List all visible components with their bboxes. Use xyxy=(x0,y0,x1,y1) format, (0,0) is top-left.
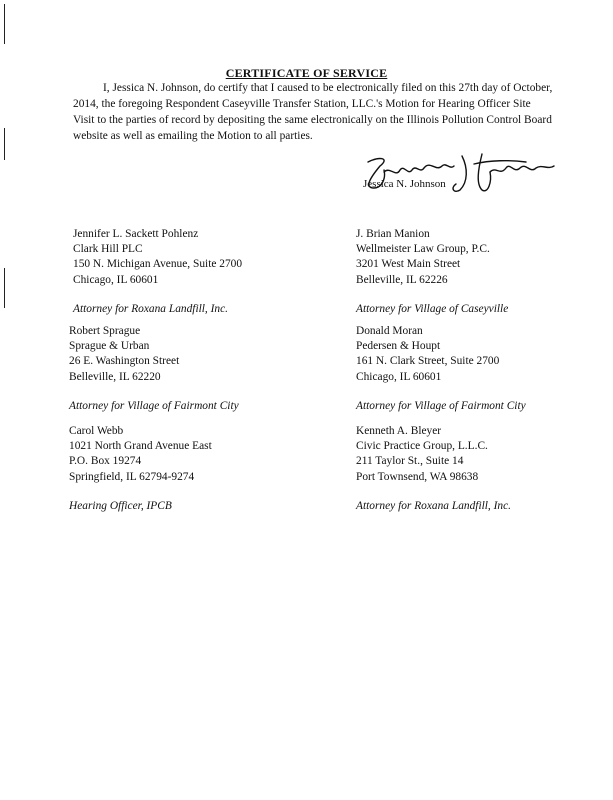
service-entry-fairmont-sprague xyxy=(69,324,284,414)
city-state-zip: Port Townsend, WA 98638 xyxy=(356,470,479,483)
party-role: Attorney for Village of Fairmont City xyxy=(69,399,239,412)
scan-edge-mark xyxy=(4,4,5,44)
service-entry-hearing-officer-webb xyxy=(69,424,284,514)
party-role: Attorney for Village of Caseyville xyxy=(356,302,509,315)
street-address: 26 E. Washington Street xyxy=(69,355,180,368)
city-state-zip: Chicago, IL 60601 xyxy=(73,273,159,286)
party-role: Hearing Officer, IPCB xyxy=(69,499,172,512)
firm-name: Sprague & Urban xyxy=(69,340,150,353)
city-state-zip: Springfield, IL 62794-9274 xyxy=(69,470,195,483)
scan-edge-mark xyxy=(4,128,5,160)
scan-edge-mark xyxy=(4,268,5,308)
firm-name: Wellmeister Law Group, P.C. xyxy=(356,243,490,256)
firm-name: Clark Hill PLC xyxy=(73,243,143,256)
firm-name: Pedersen & Houpt xyxy=(356,340,441,353)
party-role: Attorney for Roxana Landfill, Inc. xyxy=(73,302,229,315)
party-role: Attorney for Village of Fairmont City xyxy=(356,399,526,412)
city-state-zip: Chicago, IL 60601 xyxy=(356,370,442,383)
service-entry-roxana-bleyer xyxy=(356,424,571,514)
street-address: 3201 West Main Street xyxy=(356,258,461,271)
signer-printed-name: Jessica N. Johnson xyxy=(363,178,446,190)
service-entry-roxana-sackett xyxy=(73,227,288,317)
street-address: 211 Taylor St., Suite 14 xyxy=(356,455,464,468)
party-name: Kenneth A. Bleyer xyxy=(356,425,442,437)
certificate-title: CERTIFICATE OF SERVICE xyxy=(225,66,388,80)
party-name: Donald Moran xyxy=(356,325,423,337)
party-role: Attorney for Roxana Landfill, Inc. xyxy=(356,499,512,512)
party-name: Robert Sprague xyxy=(69,325,141,337)
party-name: Jennifer L. Sackett Pohlenz xyxy=(73,228,199,240)
party-name: Carol Webb xyxy=(69,425,124,437)
city-state-zip: Belleville, IL 62220 xyxy=(69,370,161,383)
city-state-zip: Belleville, IL 62226 xyxy=(356,273,448,286)
firm-name: Civic Practice Group, L.L.C. xyxy=(356,440,488,453)
street-address: 1021 North Grand Avenue East xyxy=(69,440,212,453)
party-name: J. Brian Manion xyxy=(356,228,430,240)
street-address: 150 N. Michigan Avenue, Suite 2700 xyxy=(73,258,243,271)
service-entry-fairmont-moran xyxy=(356,324,571,414)
certificate-body: I, Jessica N. Johnson, do certify that I caused to be electronically filed on this 27th day of October, 2014, the foregoing Respondent Caseyville Transfer Station, LLC.'s Motion for Hearing Officer Site Visit to the parties of record by depositing the same electronically on the Illinois Pollution Control Board website as well as emailing the Motion to all parties. xyxy=(73,82,553,142)
street-address: 161 N. Clark Street, Suite 2700 xyxy=(356,355,500,368)
service-entry-caseyville-manion xyxy=(356,227,571,317)
po-box: P.O. Box 19274 xyxy=(69,455,142,468)
